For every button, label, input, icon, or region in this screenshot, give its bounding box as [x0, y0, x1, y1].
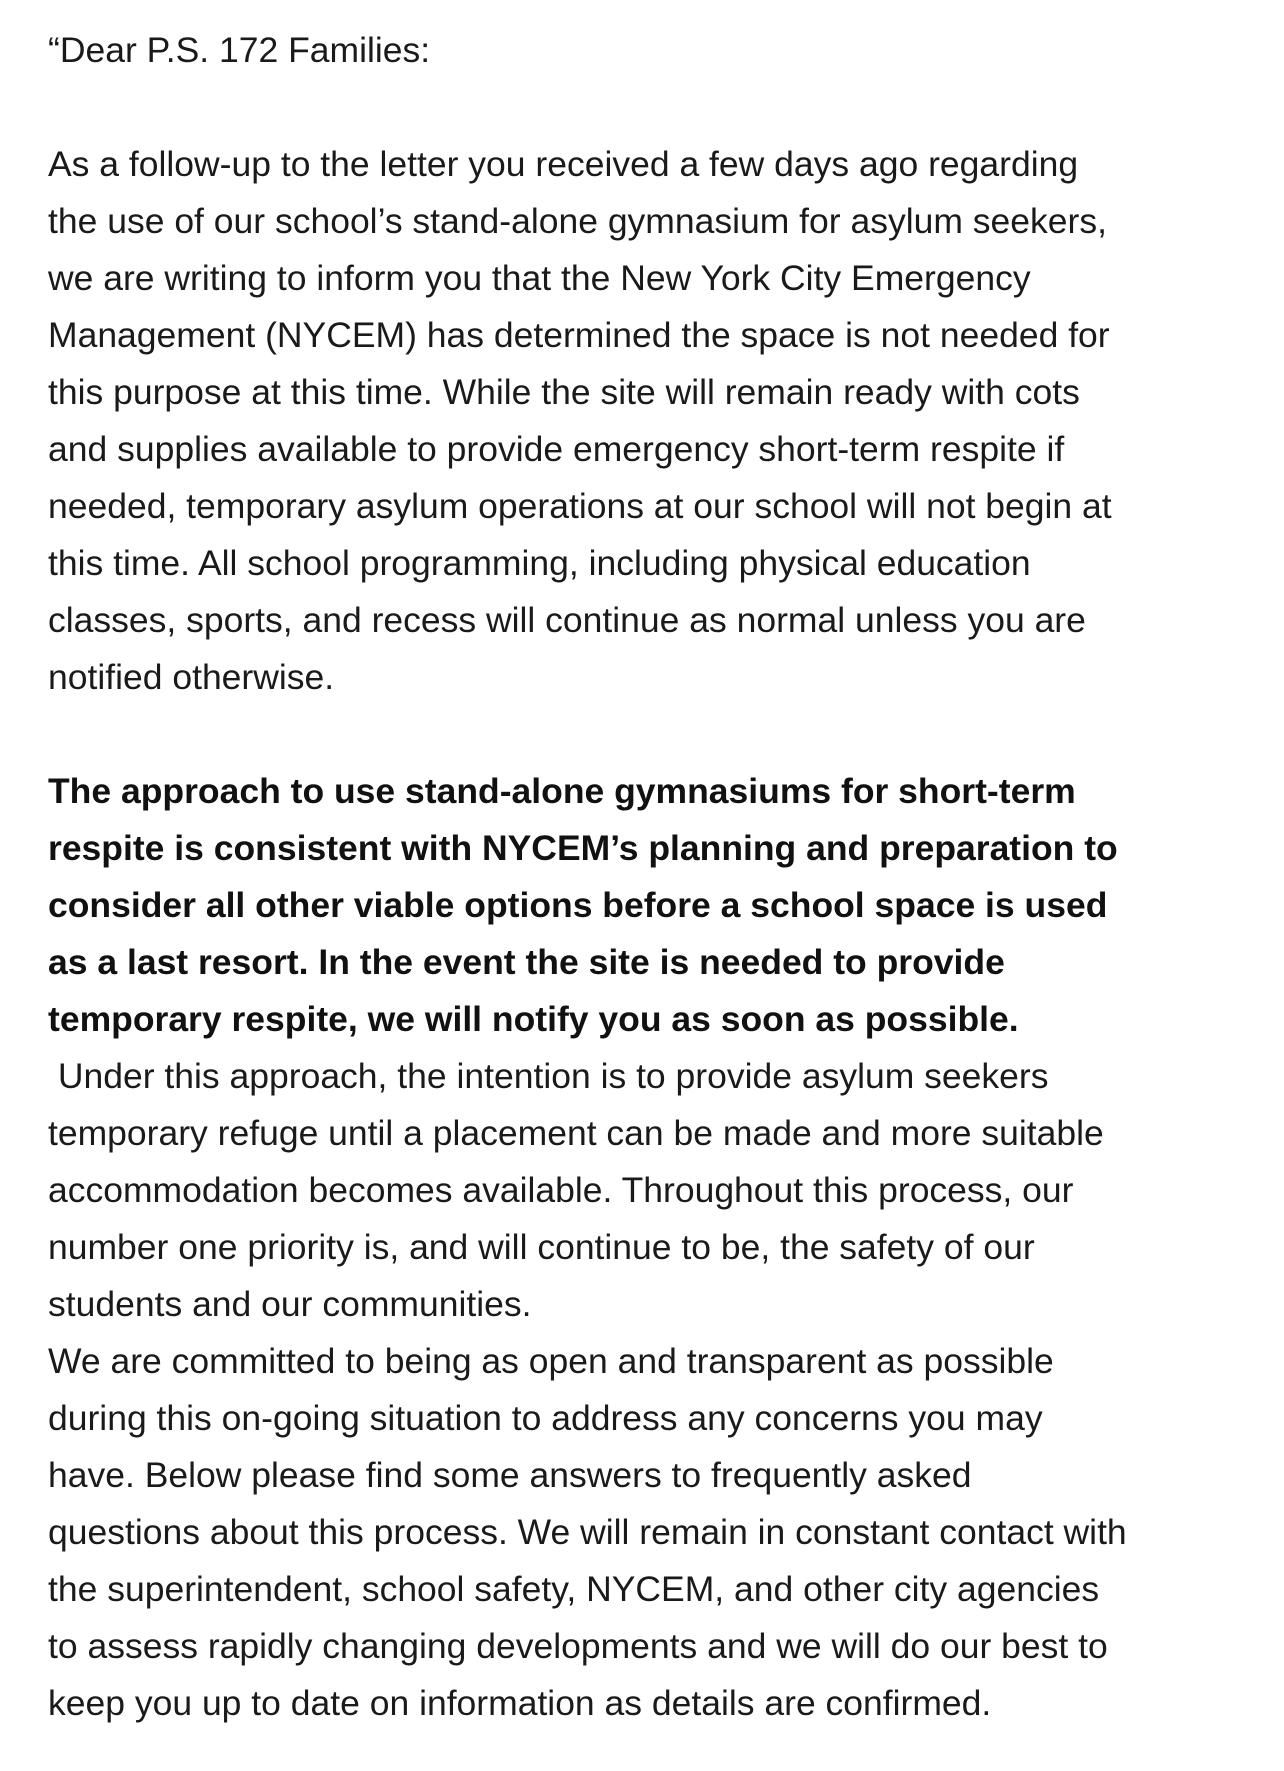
text-line: keep you up to date on information as details are confirmed.: [48, 1683, 992, 1723]
text-line: classes, sports, and recess will continue as normal unless you are: [48, 600, 1086, 640]
bold-text-line: respite is consistent with NYCEM’s planning and preparation to: [48, 828, 1118, 868]
paragraph-spacer: [48, 79, 1248, 136]
text-line: we are writing to inform you that the New York City Emergency: [48, 258, 1031, 298]
text-line: notified otherwise.: [48, 657, 335, 697]
letter-greeting: “Dear P.S. 172 Families:: [48, 30, 431, 70]
text-line: to assess rapidly changing developments and we will do our best to: [48, 1626, 1108, 1666]
text-line: students and our communities.: [48, 1284, 532, 1324]
paragraph-gym-not-needed: [48, 136, 1248, 706]
bold-text-line: consider all other viable options before a school space is used: [48, 885, 1108, 925]
text-line: questions about this process. We will remain in constant contact with: [48, 1512, 1127, 1552]
text-line: during this on-going situation to address any concerns you may: [48, 1398, 1043, 1438]
text-line: We are committed to being as open and transparent as possible: [48, 1341, 1054, 1381]
letter-body: [48, 22, 1248, 1732]
text-line: the superintendent, school safety, NYCEM, and other city agencies: [48, 1569, 1100, 1609]
text-line: this time. All school programming, including physical education: [48, 543, 1031, 583]
paragraph-transparency: [48, 1333, 1248, 1732]
text-line: accommodation becomes available. Throughout this process, our: [48, 1170, 1074, 1210]
text-line: temporary refuge until a placement can be made and more suitable: [48, 1113, 1104, 1153]
text-line: needed, temporary asylum operations at our school will not begin at: [48, 486, 1112, 526]
paragraph-approach-bold: [48, 763, 1248, 1048]
bold-text-line: as a last resort. In the event the site is needed to provide: [48, 942, 1005, 982]
text-line: this purpose at this time. While the site will remain ready with cots: [48, 372, 1080, 412]
bold-text-line: The approach to use stand-alone gymnasiums for short-term: [48, 771, 1076, 811]
text-line: the use of our school’s stand-alone gymnasium for asylum seekers,: [48, 201, 1107, 241]
text-line: Under this approach, the intention is to provide asylum seekers: [48, 1056, 1049, 1096]
text-line: and supplies available to provide emergency short-term respite if: [48, 429, 1065, 469]
bold-text-line: temporary respite, we will notify you as soon as possible.: [48, 999, 1019, 1039]
text-line: Management (NYCEM) has determined the space is not needed for: [48, 315, 1110, 355]
paragraph-spacer: [48, 706, 1248, 763]
paragraph-intention: [48, 1048, 1248, 1333]
text-line: As a follow-up to the letter you received a few days ago regarding: [48, 144, 1079, 184]
text-line: have. Below please find some answers to frequently asked: [48, 1455, 972, 1495]
text-line: number one priority is, and will continue to be, the safety of our: [48, 1227, 1035, 1267]
